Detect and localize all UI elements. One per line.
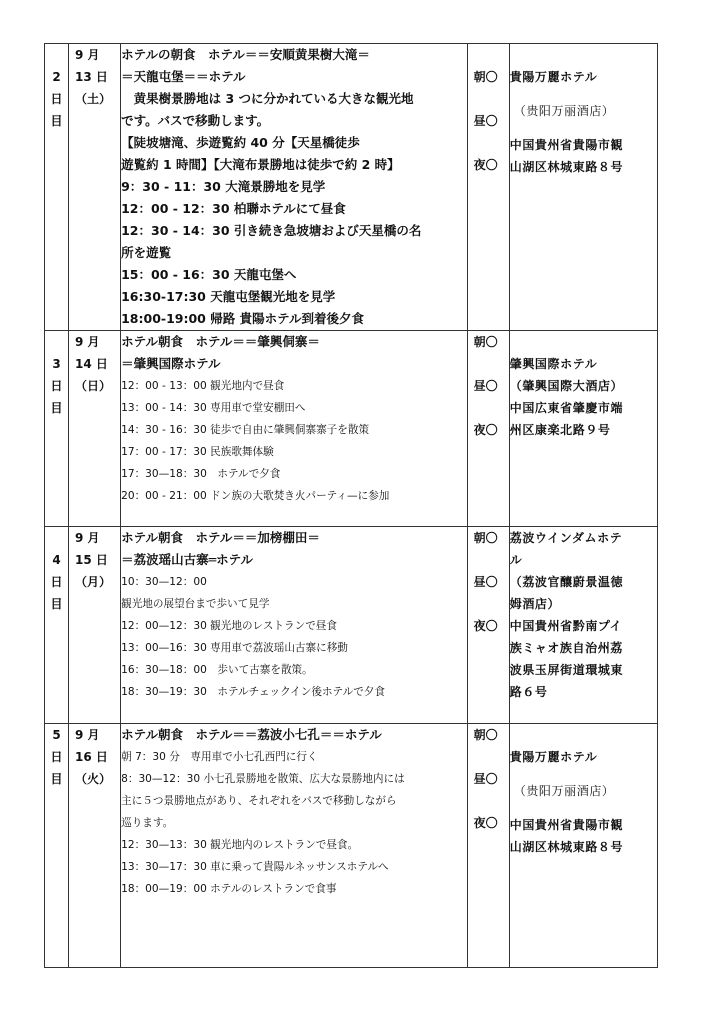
day-number-cell	[45, 527, 69, 724]
meal-lunch: 昼〇	[473, 772, 498, 786]
activity-line: 黄果樹景勝地は 3 つに分かれている大きな観光地	[121, 91, 414, 106]
activity-line: 8：30—12：30 小七孔景勝地を散策、広大な景勝地内には	[121, 773, 405, 785]
day-number: 目	[50, 597, 63, 611]
hotel-line	[510, 122, 657, 134]
activity-line: 16：30—18：00 歩いて古寨を散策。	[121, 664, 313, 676]
activity-line: 14：30 - 16：30 徒歩で自由に肇興侗寨寨子を散策	[121, 424, 370, 436]
date-day: 16 日	[75, 750, 108, 764]
meal-lunch: 昼〇	[473, 575, 498, 589]
hotel-name: 荔波ウインダムホテ	[509, 531, 623, 545]
activity-line: ＝肇興国際ホテル	[121, 356, 221, 371]
hotel-name: 肇興国際ホテル	[509, 357, 598, 371]
activity-line: 遊覧約 1 時間】【大滝布景勝地は徒歩で約 2 時】	[121, 157, 400, 172]
activity-line: 12：00 - 12：30 柏聯ホテルにて昼食	[121, 201, 346, 216]
day-number: 日	[50, 750, 63, 764]
hotel-address: 山湖区林城東路８号	[509, 160, 624, 174]
day-number: 日	[50, 379, 63, 393]
day-number-cell	[45, 44, 69, 331]
activity-line: 12：30—13：30 観光地内のレストランで昼食。	[121, 839, 359, 851]
table-row	[45, 331, 658, 527]
day-number: 3	[52, 357, 61, 371]
meal-line	[468, 88, 509, 110]
hotel-address: 州区康楽北路９号	[509, 423, 611, 437]
activity-line: ホテル朝食 ホテル＝＝荔波小七孔＝＝ホテル	[121, 727, 382, 742]
date-month: 9 月	[75, 48, 100, 62]
hotel-name: ル	[509, 553, 523, 567]
meals-cell	[467, 724, 509, 968]
date-weekday: （月）	[75, 575, 112, 589]
activity-line: 13：00 - 14：30 専用車で堂安棚田へ	[121, 402, 306, 414]
activity-line: 巡ります。	[121, 817, 174, 829]
meals-cell	[467, 44, 509, 331]
activities-cell	[121, 724, 468, 968]
hotel-local-name: （贵阳万丽酒店）	[513, 104, 615, 118]
date-weekday: （日）	[75, 379, 112, 393]
activity-line: 観光地の展望台まで歩いて見学	[121, 598, 270, 610]
day-number-cell	[45, 724, 69, 968]
activity-line: 18：00—19：00 ホテルのレストランで食事	[121, 883, 337, 895]
date-cell	[69, 331, 121, 527]
date-month: 9 月	[75, 728, 100, 742]
day-number: 目	[50, 401, 63, 415]
activity-line: ホテルの朝食 ホテル＝＝安順黄果樹大滝＝	[121, 47, 370, 62]
table-row	[45, 724, 658, 968]
activity-line: 12：00 - 13：00 観光地内で昼食	[121, 380, 285, 392]
meal-breakfast: 朝〇	[473, 335, 498, 349]
activity-line: 朝 7：30 分 専用車で小七孔西門に行く	[121, 751, 318, 763]
day-number: 5	[52, 728, 61, 742]
date-cell	[69, 527, 121, 724]
activity-line: ＝荔波瑶山古寨═ホテル	[121, 552, 254, 567]
date-weekday: （土）	[75, 92, 112, 106]
meal-line	[468, 132, 509, 154]
hotel-address: 路６号	[509, 685, 548, 699]
activity-line: です。バスで移動します。	[121, 113, 270, 128]
date-weekday: （火）	[75, 772, 112, 786]
activity-line: 所を遊覧	[121, 245, 172, 260]
hotel-address: 中国貴州省黔南プイ	[509, 619, 623, 633]
meal-dinner: 夜〇	[473, 816, 498, 830]
activity-line: 18：30—19：30 ホテルチェックイン後ホテルで夕食	[121, 686, 385, 698]
activity-line: 16:30-17:30 天龍屯堡観光地を見学	[121, 289, 336, 304]
activity-line: ＝天龍屯堡＝＝ホテル	[121, 69, 246, 84]
activity-line: 12：00—12：30 観光地のレストランで昼食	[121, 620, 337, 632]
hotel-cell	[509, 527, 657, 724]
activity-line: 20：00 - 21：00 ドン族の大歌焚き火パーティ—に参加	[121, 490, 390, 502]
day-number: 2	[52, 70, 61, 84]
date-cell	[69, 724, 121, 968]
meal-dinner: 夜〇	[473, 158, 498, 172]
date-month: 9 月	[75, 531, 100, 545]
date-day: 15 日	[75, 553, 108, 567]
hotel-address: 中国貴州省貴陽市観	[509, 138, 624, 152]
day-number: 目	[50, 114, 63, 128]
hotel-local-name: （贵阳万丽酒店）	[513, 784, 615, 798]
hotel-line	[510, 44, 657, 66]
meal-lunch: 昼〇	[473, 114, 498, 128]
hotel-line	[510, 768, 657, 780]
meal-line	[468, 746, 509, 768]
date-cell	[69, 44, 121, 331]
meal-breakfast: 朝〇	[473, 70, 498, 84]
meal-line	[468, 549, 509, 571]
activities-cell	[121, 527, 468, 724]
activity-line: 9：30 - 11：30 大滝景勝地を見学	[121, 179, 326, 194]
activity-line: 18:00-19:00 帰路 貴陽ホテル到着後夕食	[121, 311, 364, 326]
meal-line	[468, 353, 509, 375]
activity-line: 17：00 - 17：30 民族歌舞体験	[121, 446, 274, 458]
hotel-line	[510, 802, 657, 814]
activity-line: ホテル朝食 ホテル＝＝肇興侗寨＝	[121, 334, 320, 349]
meals-cell	[467, 527, 509, 724]
activity-line: 13：00—16：30 専用車で荔波瑶山古寨に移動	[121, 642, 348, 654]
hotel-cell	[509, 331, 657, 527]
activity-line: 13：30—17：30 車に乗って貴陽ルネッサンスホテルへ	[121, 861, 389, 873]
hotel-line	[510, 724, 657, 746]
table-row	[45, 44, 658, 331]
meal-line	[468, 397, 509, 419]
hotel-line	[510, 88, 657, 100]
activity-line: 12：30 - 14：30 引き続き急坡塘および天星橋の名	[121, 223, 422, 238]
meal-line	[468, 790, 509, 812]
meal-breakfast: 朝〇	[473, 531, 498, 545]
day-number: 4	[52, 553, 61, 567]
hotel-name: 貴陽万麗ホテル	[509, 70, 598, 84]
table-row	[45, 527, 658, 724]
hotel-address: 族ミャオ族自治州荔	[509, 641, 623, 655]
hotel-address: 波県玉屏街道環城東	[509, 663, 624, 677]
hotel-local-name: （肇興国際大酒店）	[509, 379, 624, 393]
activities-cell	[121, 44, 468, 331]
activity-line: 15：00 - 16：30 天龍屯堡へ	[121, 267, 297, 282]
activity-line: 主に５つ景勝地点があり、それぞれをバスで移動しながら	[121, 795, 397, 807]
meal-line	[468, 44, 509, 66]
hotel-local-name: （荔波官釀蔚景温徳	[509, 575, 624, 589]
activity-line: 17：30—18：30 ホテルで夕食	[121, 468, 281, 480]
activity-line: 【陡坡塘滝、歩遊覧約 40 分【天星橋徒歩	[121, 135, 360, 150]
hotel-line	[510, 331, 657, 353]
hotel-address: 山湖区林城東路８号	[509, 840, 624, 854]
meals-cell	[467, 331, 509, 527]
activities-cell	[121, 331, 468, 527]
day-number: 日	[50, 575, 63, 589]
hotel-cell	[509, 724, 657, 968]
meal-dinner: 夜〇	[473, 619, 498, 633]
date-day: 14 日	[75, 357, 108, 371]
date-month: 9 月	[75, 335, 100, 349]
meal-dinner: 夜〇	[473, 423, 498, 437]
day-number: 日	[50, 92, 63, 106]
meal-breakfast: 朝〇	[473, 728, 498, 742]
hotel-name: 貴陽万麗ホテル	[509, 750, 598, 764]
day-number-cell	[45, 331, 69, 527]
hotel-address: 中国貴州省貴陽市観	[509, 818, 624, 832]
hotel-cell	[509, 44, 657, 331]
hotel-local-name: 姆酒店）	[509, 597, 561, 611]
activity-line: 10：30—12：00	[121, 576, 207, 588]
itinerary-table	[44, 43, 658, 968]
meal-line	[468, 593, 509, 615]
meal-lunch: 昼〇	[473, 379, 498, 393]
activity-line: ホテル朝食 ホテル＝＝加榜棚田＝	[121, 530, 320, 545]
date-day: 13 日	[75, 70, 108, 84]
day-number: 目	[50, 772, 63, 786]
hotel-address: 中国広東省肇慶市端	[509, 401, 624, 415]
